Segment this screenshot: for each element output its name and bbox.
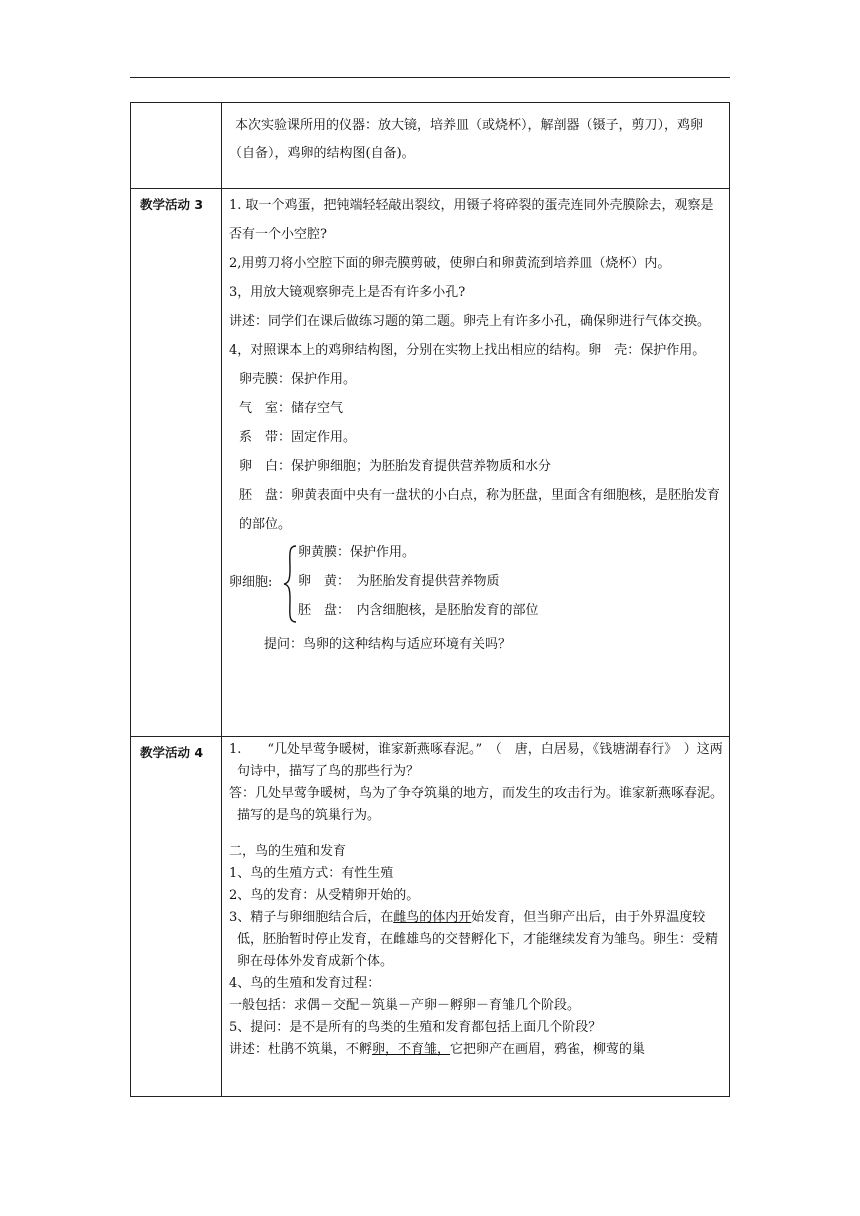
activity-4-label: 教学活动 4 (140, 745, 204, 760)
content-cell-activity-4 (222, 737, 730, 1097)
egg-cell-item-yolk-membrane: 卵黄膜：保护作用。 (298, 545, 416, 560)
item-4-detail: 一般包括：求偶－交配－筑巢－产卵－孵卵－育雏几个阶段。 (229, 998, 581, 1013)
lecture-text: 讲述：同学们在课后做练习题的第二题。卵壳上有许多小孔，确保卵进行气体交换。 (229, 314, 711, 329)
lecture-part-1: 讲述：杜鹃不筑巢，不孵 (229, 1042, 373, 1057)
table-row-activity-4 (131, 737, 730, 1097)
header-rule (130, 77, 730, 78)
structure-albumen: 卵 白：保护卵细胞；为胚胎发育提供营养物质和水分 (239, 459, 552, 474)
structure-germinal-disc: 胚 盘：卵黄表面中央有一盘状的小白点，称为胚盘，里面含有细胞核，是胚胎发育的部位。 (239, 488, 721, 532)
label-cell-activity-3 (131, 189, 222, 737)
item-2: 2、鸟的发育：从受精卵开始的。 (229, 888, 420, 903)
label-cell-activity-4 (131, 737, 222, 1097)
egg-cell-diagram: 卵细胞: 卵黄膜：保护作用。 卵 黄： 为胚胎发育提供营养物质 胚 盘： 内含细胞核，是胚胎发育的部位 (229, 541, 723, 631)
egg-cell-label: 卵细胞 (229, 575, 269, 590)
structure-shell-membrane: 卵壳膜：保护作用。 (239, 372, 357, 387)
label-cell-empty (131, 103, 222, 189)
item-3-part-1: 3、精子与卵细胞结合后，在 (229, 910, 394, 925)
question-text: 提问：鸟卵的这种结构与适应环境有关吗？ (264, 637, 512, 652)
table-row-activity-3 (131, 189, 730, 737)
content-cell-activity-3 (222, 189, 730, 737)
section-title: 二，鸟的生殖和发育 (229, 844, 347, 859)
step-4-text: 4，对照课本上的鸡卵结构图，分别在实物上找出相应的结构。卵 壳：保护作用。 (229, 343, 706, 358)
lecture-cuckoo (229, 1039, 723, 1061)
structure-chalaza: 系 带：固定作用。 (239, 430, 357, 445)
item-5: 5、提问：是不是所有的鸟类的生殖和发育都包括上面几个阶段？ (229, 1020, 602, 1035)
structure-air-chamber: 气 室：储存空气 (239, 401, 344, 416)
item-3-underlined: 雌鸟的体内开 (393, 910, 472, 925)
egg-cell-item-germinal-disc: 胚 盘： 内含细胞核，是胚胎发育的部位 (298, 603, 539, 618)
curly-brace-icon (283, 545, 297, 623)
table-row-materials (131, 103, 730, 189)
poem-question: 1. “几处早莺争暖树，谁家新燕啄春泥。” （ 唐，白居易，《钱塘湖春行》 ）这两句诗中，描写了鸟的那些行为？ (229, 742, 723, 779)
spacer (229, 827, 723, 841)
item-4: 4、鸟的生殖和发育过程： (229, 976, 381, 991)
item-3-part-2: 始发育，但当卵产出后，由于外界温度较低，胚胎暂时停止发育，在雌雄鸟的交替孵化下，才能继续发育为雏鸟。卵生：受精卵在母体外发育成新个体。 (237, 910, 719, 969)
item-3 (229, 907, 723, 973)
lecture-underlined: 卵，不育雏， (372, 1042, 451, 1057)
step-1-text: 1. 取一个鸡蛋，把钝端轻轻敲出裂纹，用镊子将碎裂的蛋壳连同外壳膜除去，观察是否有一个小空腔? (229, 198, 714, 242)
item-1: 1、鸟的生殖方式：有性生殖 (229, 866, 394, 881)
lecture-part-2: 它把卵产在画眉，鸦雀，柳莺的巢 (450, 1042, 646, 1057)
materials-text: 本次实验课所用的仪器：放大镜，培养皿（或烧杯），解剖器（镊子，剪刀），鸡卵（自备），鸡卵的结构图(自备)。 (229, 118, 704, 161)
activity-3-label: 教学活动 3 (140, 197, 204, 212)
step-3-text: 3，用放大镜观察卵壳上是否有许多小孔? (229, 285, 466, 300)
lesson-plan-table (130, 102, 730, 1097)
content-cell-materials (222, 103, 730, 189)
egg-cell-item-yolk: 卵 黄： 为胚胎发育提供营养物质 (298, 574, 500, 589)
poem-answer: 答：几处早莺争暖树，鸟为了争夺筑巢的地方，而发生的攻击行为。谁家新燕啄春泥。描写的是鸟的筑巢行为。 (229, 786, 724, 823)
step-2-text: 2,用剪刀将小空腔下面的卵壳膜剪破，使卵白和卵黄流到培养皿（烧杯）内。 (229, 256, 671, 271)
